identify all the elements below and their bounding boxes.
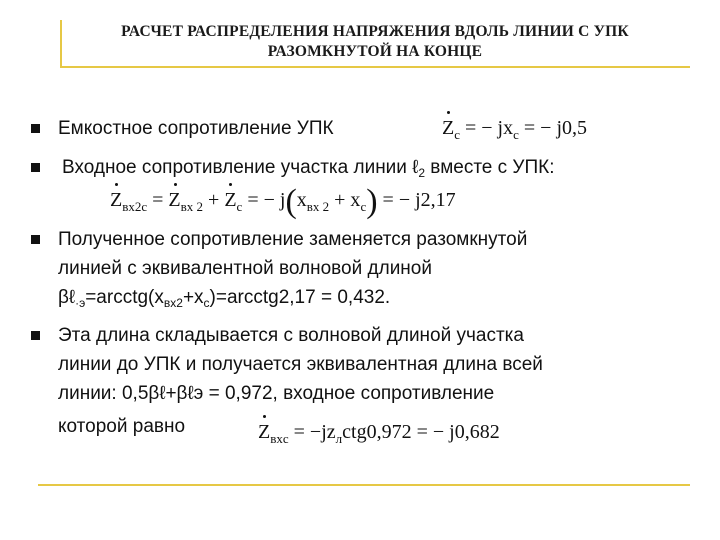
bullet-marker-4 [31,331,40,340]
formula-2-eq: = [147,189,169,211]
bullet-3-plus-x: +x [182,287,204,308]
formula-2-sub2: вх 2 [180,199,204,214]
formula-2-z3: Z [224,189,237,211]
bullet-marker-3 [31,235,40,244]
formula-2-paren-open: ( [285,183,297,220]
formula-1-eq1: = − jx [460,117,514,139]
formula-3-eq: = −jz [288,421,336,443]
formula-2-z2: Z [168,189,181,211]
formula-2-plus: + [203,189,225,211]
formula-1-sub: c [454,127,460,142]
formula-2-end: = − j2,17 [377,189,456,211]
formula-2-sub3: c [236,199,243,214]
bullet-3-line-3 [58,285,390,316]
bullet-2-post: вместе с УПК: [425,157,555,178]
bullet-2-text [62,155,555,186]
formula-2-x1: x [296,189,307,211]
formula-2-sub4: вх 2 [306,199,330,214]
formula-2-plus2: + x [329,189,361,211]
formula-2-sub5: c [360,199,367,214]
formula-2-mid: = − j [242,189,286,211]
bullet-2-sub: 2 [418,166,426,180]
bullet-3-beta-l: βℓ [58,287,76,308]
bullet-marker-2 [31,163,40,172]
formula-2-paren-close: ) [366,183,378,220]
formula-1-sub2: c [513,127,519,142]
title-line-2: РАЗОМКНУТОЙ НА КОНЦЕ [267,43,483,60]
bullet-3-line-1: Полученное сопротивление заменяется разомкнутой [58,229,528,250]
bullet-3-line-2: линией с эквивалентной волновой длиной [58,258,432,279]
formula-3-sub2: л [335,431,343,446]
bullet-4-line-3: линии: 0,5βℓ+βℓэ = 0,972, входное сопротивление [58,383,495,404]
bullet-marker-1 [31,124,40,133]
bullet-3-result: )=arcctg2,17 = 0,432. [209,287,391,308]
slide-title [60,22,690,62]
title-bottom-rule [60,66,690,68]
bullet-3-arcctg: =arcctg(x [85,287,164,308]
formula-capacitive-impedance [442,116,587,147]
bullet-2-pre: Входное сопротивление участка линии ℓ [62,157,419,178]
bullet-3-sub-e: ·э [75,296,86,310]
formula-2-sub1: вх2c [122,199,148,214]
bullet-1-text: Емкостное сопротивление УПК [58,118,334,139]
formula-2-z1: Z [110,189,123,211]
title-line-1: РАСЧЕТ РАСПРЕДЕЛЕНИЯ НАПРЯЖЕНИЯ ВДОЛЬ ЛИНИИ С УПК [121,23,629,40]
bullet-3-sub-c: c [203,296,210,310]
bullet-4-line-2: линии до УПК и получается эквивалентная длина всей [58,354,543,375]
formula-3-sub: вхc [270,431,289,446]
bullet-4-line-1: Эта длина складывается с волновой длиной участка [58,325,524,346]
formula-3-rest: ctg0,972 = − j0,682 [342,421,500,443]
footer-rule [38,484,690,486]
formula-input-impedance [110,183,456,220]
formula-total-input-impedance [258,420,500,451]
bullet-4-line-4: которой равно [58,416,186,437]
formula-1-z: Z [442,117,455,139]
formula-1-eq2: = − j0,5 [518,117,588,139]
bullet-3-sub-vx2: вх2 [163,296,183,310]
formula-3-z: Z [258,421,271,443]
